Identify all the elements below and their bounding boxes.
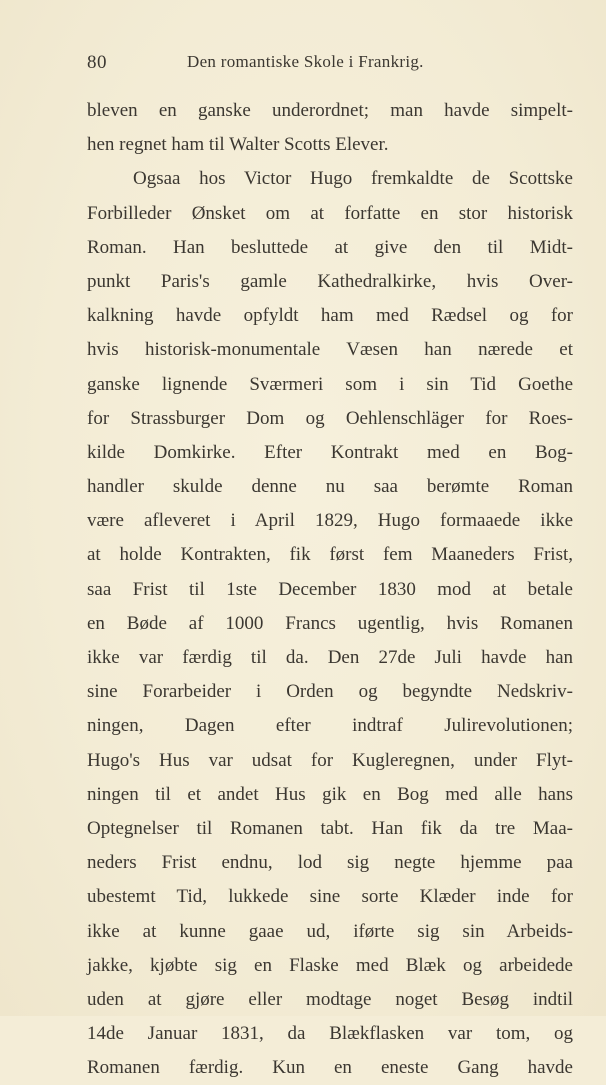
text-line: Hugo's Hus var udsat for Kugleregnen, under Flyt- [87,749,573,771]
running-head [87,50,507,74]
text-line: kalkning havde opfyldt ham med Rædsel og for [87,305,573,327]
text-line: bleven en ganske underordnet; man havde simpelt- [87,100,573,121]
text-line: punkt Paris's gamle Kathedralkirke, hvis Over- [87,270,573,292]
text-line: Roman. Han besluttede at give den til Midt- [87,236,573,258]
text-line: ningen, Dagen efter indtraf Julirevolutionen; [87,715,573,737]
text-line: ikke at kunne gaae ud, iførte sig sin Arbeids- [87,920,573,942]
text-line: handler skulde denne nu saa berømte Roman [87,476,573,498]
text-line: ikke var færdig til da. Den 27de Juli havde han [87,647,573,668]
text-line: 14de Januar 1831, da Blækflasken var tom, og [87,1023,573,1045]
page-number: 80 [87,52,107,73]
text-line: neders Frist endnu, lod sig negte hjemme paa [87,852,573,874]
paragraph-start-line: Ogsaa hos Victor Hugo fremkaldte de Scottske [133,168,573,190]
text-line: sine Forarbeider i Orden og begyndte Nedskriv- [87,681,573,703]
text-line: saa Frist til 1ste December 1830 mod at betale [87,578,573,600]
text-line: at holde Kontrakten, fik først fem Maaneders Frist, [87,544,573,566]
running-title: Den romantiske Skole i Frankrig. [187,52,424,71]
text-line: kilde Domkirke. Efter Kontrakt med en Bog- [87,441,573,463]
text-line: være afleveret i April 1829, Hugo formaaede ikke [87,510,573,532]
text-line: ningen til et andet Hus gik en Bog med alle hans [87,783,573,805]
body-text [87,94,573,1085]
text-line: jakke, kjøbte sig en Flaske med Blæk og arbeidede [87,954,573,976]
text-line: Optegnelser til Romanen tabt. Han fik da tre Maa- [87,817,573,839]
text-line: Forbilleder Ønsket om at forfatte en stor historisk [87,202,573,224]
text-line: hvis historisk-monumentale Væsen han nærede et [87,339,573,361]
text-line: ubestemt Tid, lukkede sine sorte Klæder inde for [87,886,573,908]
text-line: Romanen færdig. Kun en eneste Gang havde [87,1057,573,1079]
text-line: en Bøde af 1000 Francs ugentlig, hvis Romanen [87,612,573,634]
text-line: hen regnet ham til Walter Scotts Elever. [87,134,389,156]
text-line: ganske lignende Sværmeri som i sin Tid Goethe [87,373,573,395]
text-line: for Strassburger Dom og Oehlenschläger for Roes- [87,407,573,429]
text-line: uden at gjøre eller modtage noget Besøg indtil [87,988,573,1010]
